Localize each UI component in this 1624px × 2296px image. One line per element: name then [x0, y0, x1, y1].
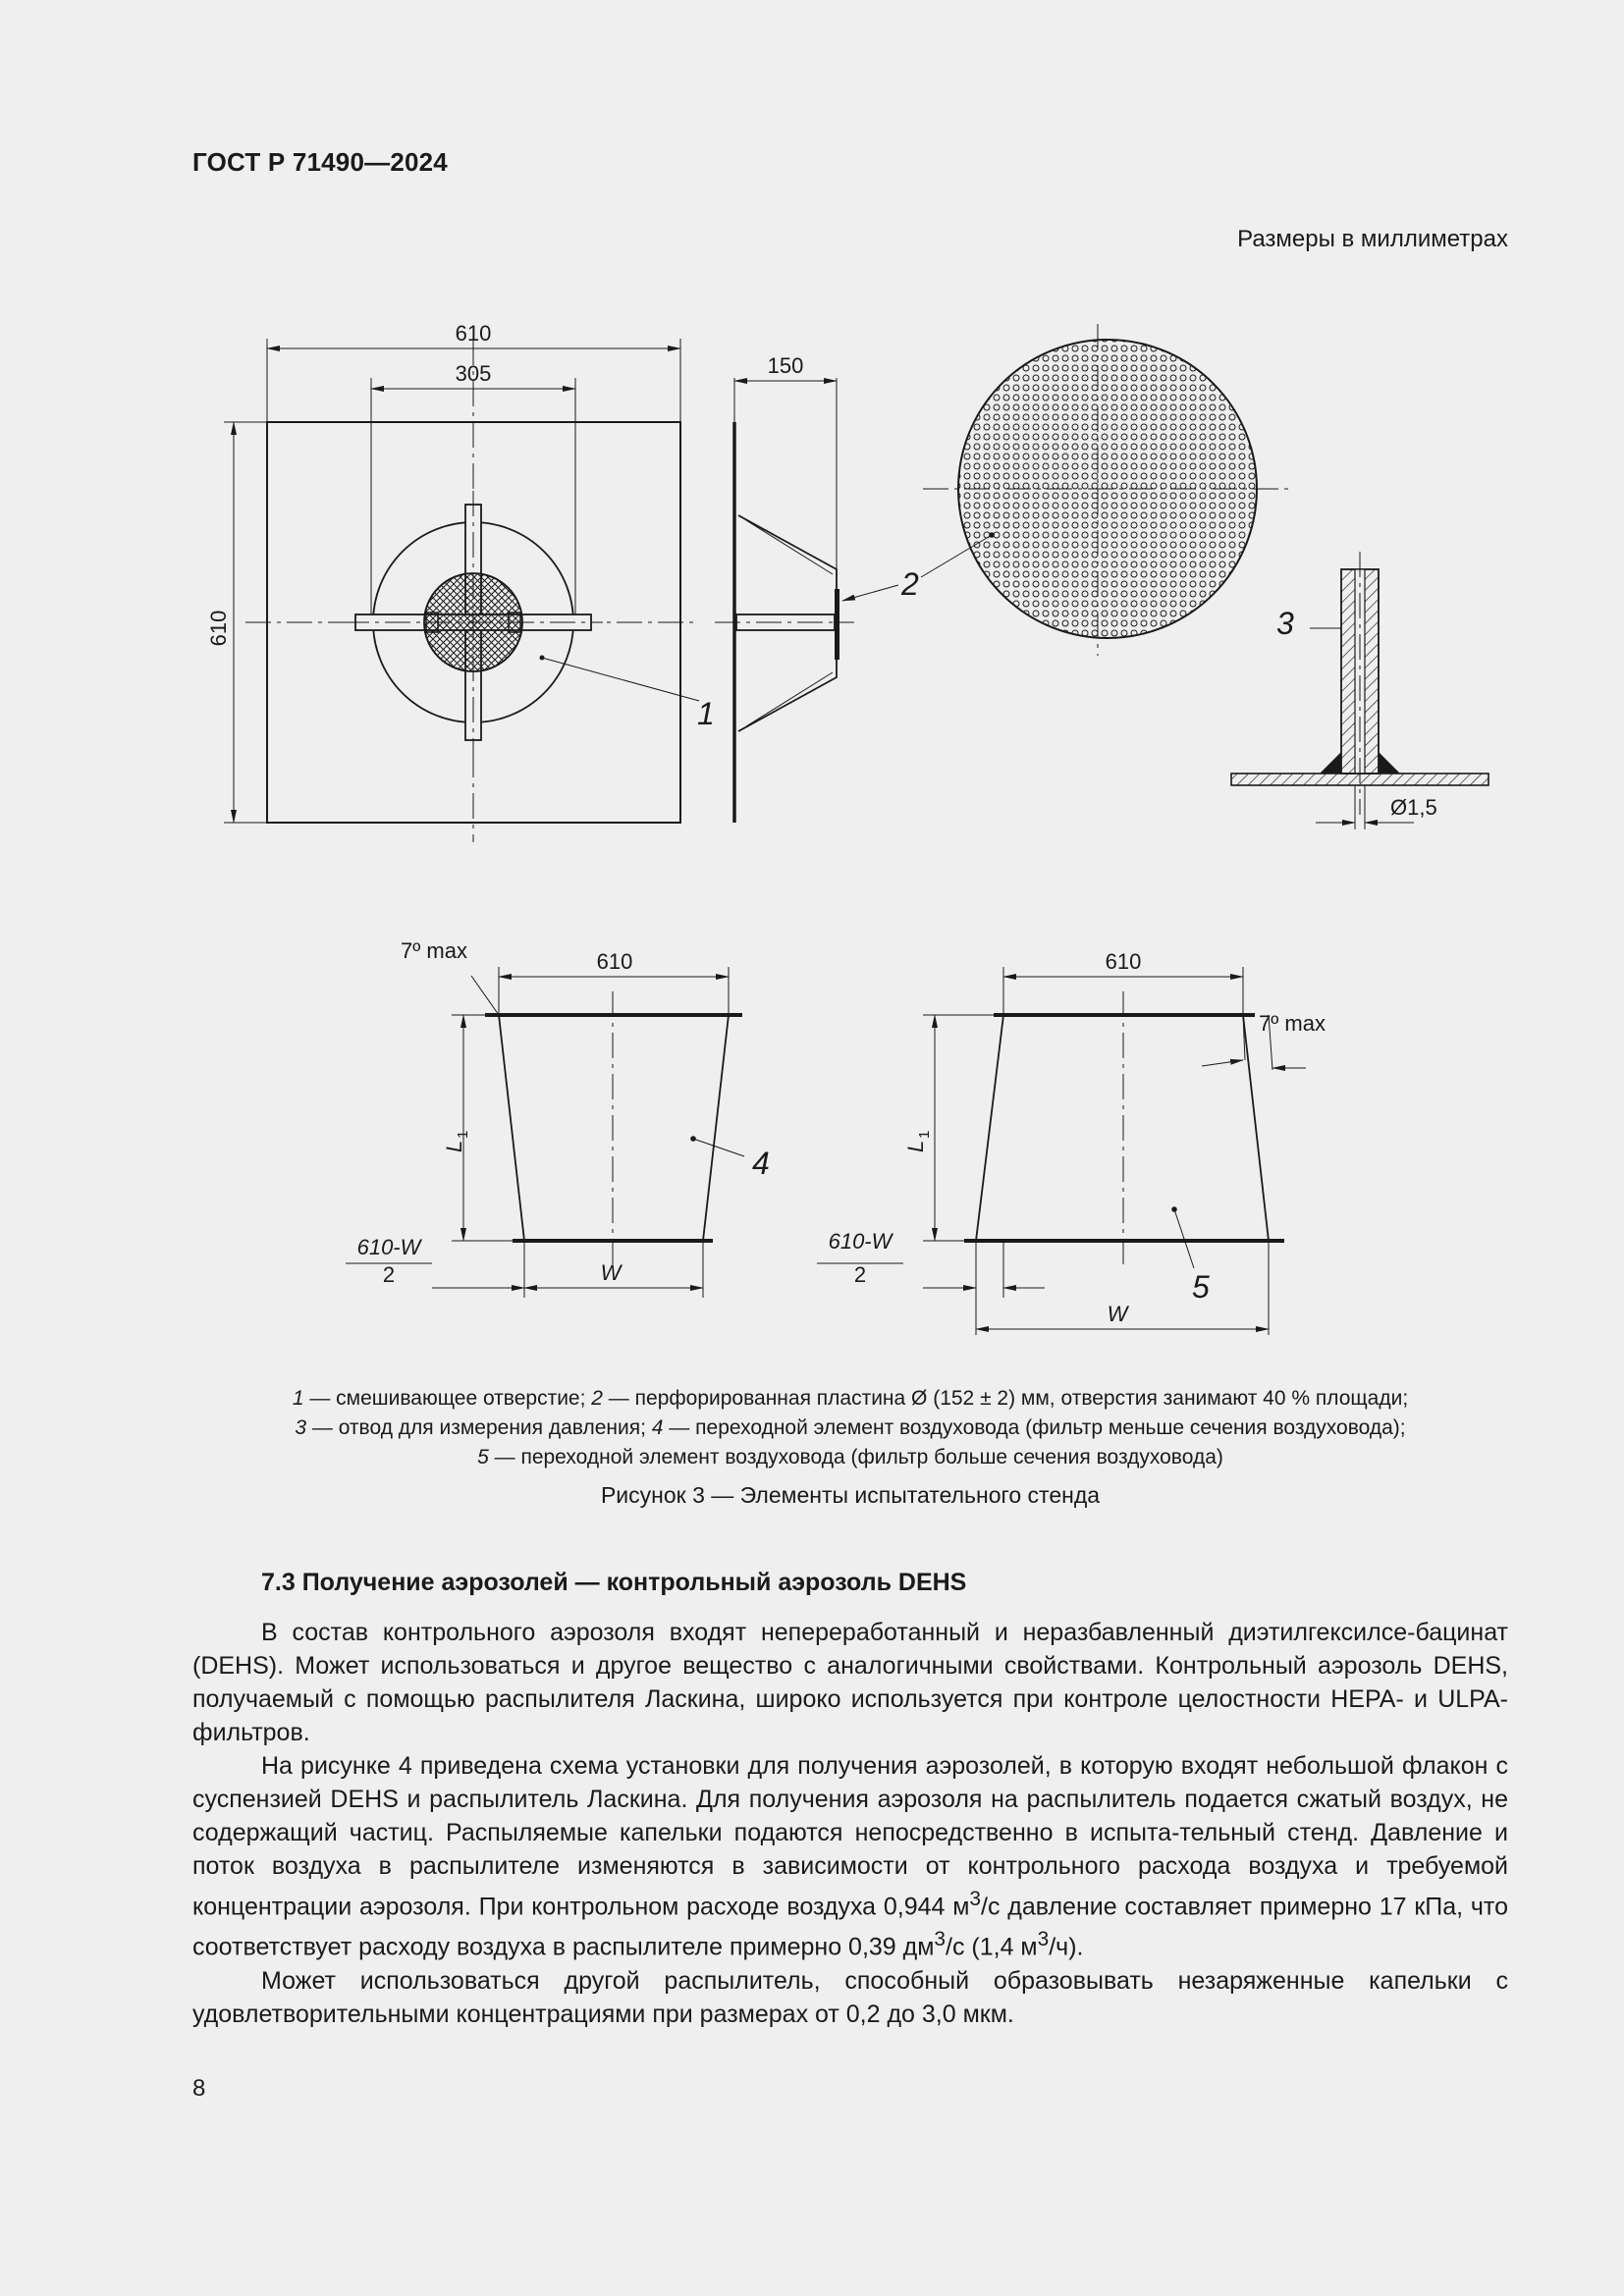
transition-element-5	[817, 967, 1306, 1335]
units-note: Размеры в миллиметрах	[1237, 226, 1508, 252]
dim-tap-diameter: Ø1,5	[1390, 795, 1437, 820]
dim-offset-den-elem5: 2	[853, 1262, 867, 1287]
page-number: 8	[192, 2075, 206, 2102]
dim-w-elem4: W	[600, 1260, 622, 1285]
dim-offset-den-elem4: 2	[382, 1262, 396, 1287]
pressure-tap	[1231, 552, 1489, 829]
callout-2: 2	[901, 566, 919, 602]
perforated-plate	[921, 324, 1292, 656]
dim-angle-elem4: 7º max	[401, 938, 467, 963]
figure-legend	[192, 1384, 1508, 1472]
legend-line-3: 5 — переходной элемент воздуховода (фильтр больше сечения воздуховода)	[477, 1446, 1223, 1468]
dim-angle-elem5: 7º max	[1259, 1011, 1326, 1036]
dim-height-610: 610	[206, 610, 231, 647]
svg-text:L: L	[903, 1140, 928, 1152]
dim-w-elem5: W	[1107, 1302, 1128, 1326]
legend-line-2: 3 — отвод для измерения давления; 4 — переходной элемент воздуховода (фильтр меньше сечения воздуховода);	[295, 1416, 1406, 1439]
section-body	[192, 1616, 1508, 2031]
dim-offset-num-elem5: 610-W	[828, 1229, 893, 1254]
dim-offset-num-elem4: 610-W	[356, 1235, 421, 1259]
document-id: ГОСТ Р 71490—2024	[192, 147, 448, 177]
dim-length-elem5	[903, 1131, 933, 1152]
callout-4: 4	[752, 1146, 770, 1181]
dim-elem4-610: 610	[596, 949, 633, 974]
dim-depth-150: 150	[767, 353, 804, 378]
paragraph-3: Может использоваться другой распылитель, способный образовывать незаряженные капельки с удовлетворительными концентрациями при размерах от 0,2 до 3,0 мкм.	[192, 1966, 1508, 2028]
section-heading: 7.3 Получение аэрозолей — контрольный аэрозоль DEHS	[261, 1569, 967, 1596]
dim-width-610: 610	[455, 321, 492, 346]
callout-5: 5	[1192, 1269, 1210, 1305]
svg-text:L: L	[442, 1140, 466, 1152]
callout-3: 3	[1276, 606, 1294, 641]
dim-half-305: 305	[455, 361, 492, 386]
legend-line-1: 1 — смешивающее отверстие; 2 — перфорированная пластина Ø (152 ± 2) мм, отверстия занимают 40 % площади;	[292, 1387, 1409, 1410]
svg-text:1: 1	[916, 1130, 933, 1139]
svg-text:1: 1	[455, 1130, 471, 1139]
side-view	[715, 378, 898, 823]
paragraph-2: На рисунке 4 приведена схема установки для получения аэрозолей, в которую входят небольшой флакон с суспензией DEHS и распылитель Ласкина. Для получения аэрозоля на распылитель подается сжатый воздух, не содержащий частиц. Распыляемые капельки подаются непосредственно в испыта-тельный стенд. Давление и поток воздуха в распылителе изменяются в зависимости от контрольного расхода воздуха и требуемой концентрации аэрозоля. При контрольном расходе воздуха 0,944 $м^3/с$ давление составляет примерно 17 кПа, что соответствует расходу воздуха в распылителе примерно 0,39 $дм^3/с$ (1,4 $м^3/ч$).	[192, 1752, 1509, 1961]
dim-length-elem4	[442, 1131, 471, 1152]
dim-elem5-610: 610	[1105, 949, 1142, 974]
callout-1: 1	[697, 696, 715, 731]
front-view-plate	[245, 340, 699, 842]
figure-caption: Рисунок 3 — Элементы испытательного стенда	[600, 1482, 1101, 1508]
paragraph-1: В состав контрольного аэрозоля входят непереработанный и неразбавленный диэтилгексилсе-бацинат (DEHS). Может использоваться и другое вещество с аналогичными свойствами. Контрольный аэрозоль DEHS, получаемый с помощью распылителя Ласкина, широко используется при контроле целостности HEPA- и ULPA-фильтров.	[192, 1619, 1508, 1746]
